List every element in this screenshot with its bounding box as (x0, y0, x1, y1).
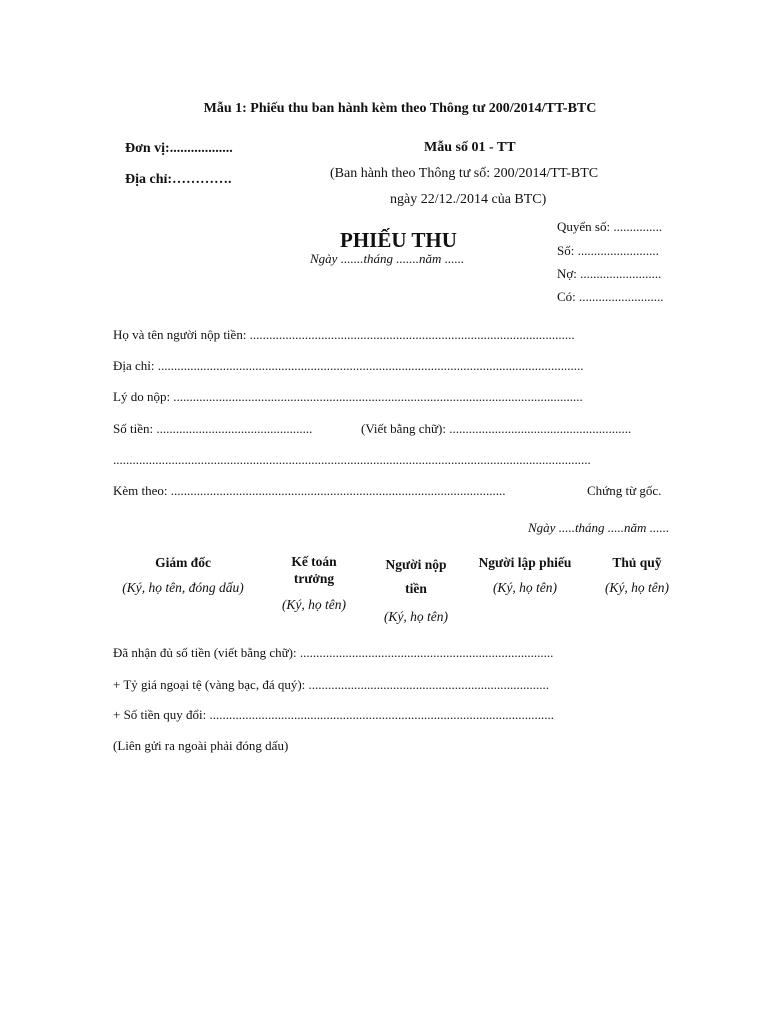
quyen-so: Quyển số: ............... (557, 219, 663, 234)
dia-chi-field: Địa chỉ: ................................................................................................................................... (113, 358, 584, 373)
signature-nguoi-lap-phieu (467, 553, 583, 597)
ty-gia-field: + Tỷ giá ngoại tệ (vàng bạc, đá quý): .......................................................................... (113, 677, 550, 692)
so-tien-quy-doi-field: + Số tiền quy đổi: .......................................................................................................... (113, 707, 555, 722)
so-field: Số: ......................... (557, 243, 659, 258)
lien-gui-note: (Liên gửi ra ngoài phải đóng dấu) (113, 738, 289, 753)
ban-hanh-text: (Ban hành theo Thông tư số: 200/2014/TT-BTC (330, 166, 599, 181)
signature-role: Giám đốc (155, 555, 211, 570)
no-field: Nợ: ......................... (557, 266, 662, 281)
don-vi-label: Đơn vị:.................. (125, 141, 233, 156)
signature-role: Thủ quỹ (612, 555, 662, 570)
signature-note: (Ký, họ tên) (604, 580, 670, 595)
co-field: Có: .......................... (557, 289, 664, 304)
receipt-date-line: Ngày .......tháng .......năm ...... (310, 251, 465, 266)
signature-role: Người nộp tiền (385, 557, 447, 596)
signature-thu-quy (592, 553, 682, 597)
signature-note: (Ký, họ tên) (383, 609, 449, 624)
signature-role: Kế toán trưởng (291, 554, 337, 586)
so-tien-field: Số tiền: ................................................ (113, 421, 313, 436)
signature-role: Người lập phiếu (478, 555, 572, 570)
signature-note: (Ký, họ tên) (492, 580, 558, 595)
receipt-title: PHIẾU THU (340, 228, 457, 252)
ly-do-field: Lý do nộp: .............................................................................................................................. (113, 389, 583, 404)
signature-note: (Ký, họ tên) (281, 597, 347, 612)
main-title: Mẫu 1: Phiếu thu ban hành kèm theo Thông tư 200/2014/TT-BTC (203, 101, 597, 116)
signature-giam-doc (108, 553, 258, 597)
signature-ke-toan-truong (272, 553, 356, 614)
signature-nguoi-nop-tien (374, 553, 458, 626)
ngay-ban-hanh-text: ngày 22/12./2014 của BTC) (390, 192, 547, 207)
viet-bang-chu-field: (Viết bằng chữ): ........................................................ (361, 421, 632, 436)
sign-date-line: Ngày .....tháng .....năm ...... (528, 520, 670, 535)
signature-note: (Ký, họ tên, đóng dấu) (122, 580, 244, 595)
da-nhan-field: Đã nhận đủ số tiền (viết bằng chữ): .............................................................................. (113, 645, 554, 660)
chung-tu-goc: Chứng từ gốc. (587, 483, 662, 498)
kem-theo-field: Kèm theo: ....................................................................................................... (113, 483, 506, 498)
ho-ten-field: Họ và tên người nộp tiền: .................................................................................................... (113, 327, 575, 342)
mau-so: Mẫu số 01 - TT (424, 140, 516, 155)
blank-line: ................................................................................................................................................... (113, 452, 591, 467)
dia-chi-label: Địa chỉ:…………. (125, 172, 232, 187)
